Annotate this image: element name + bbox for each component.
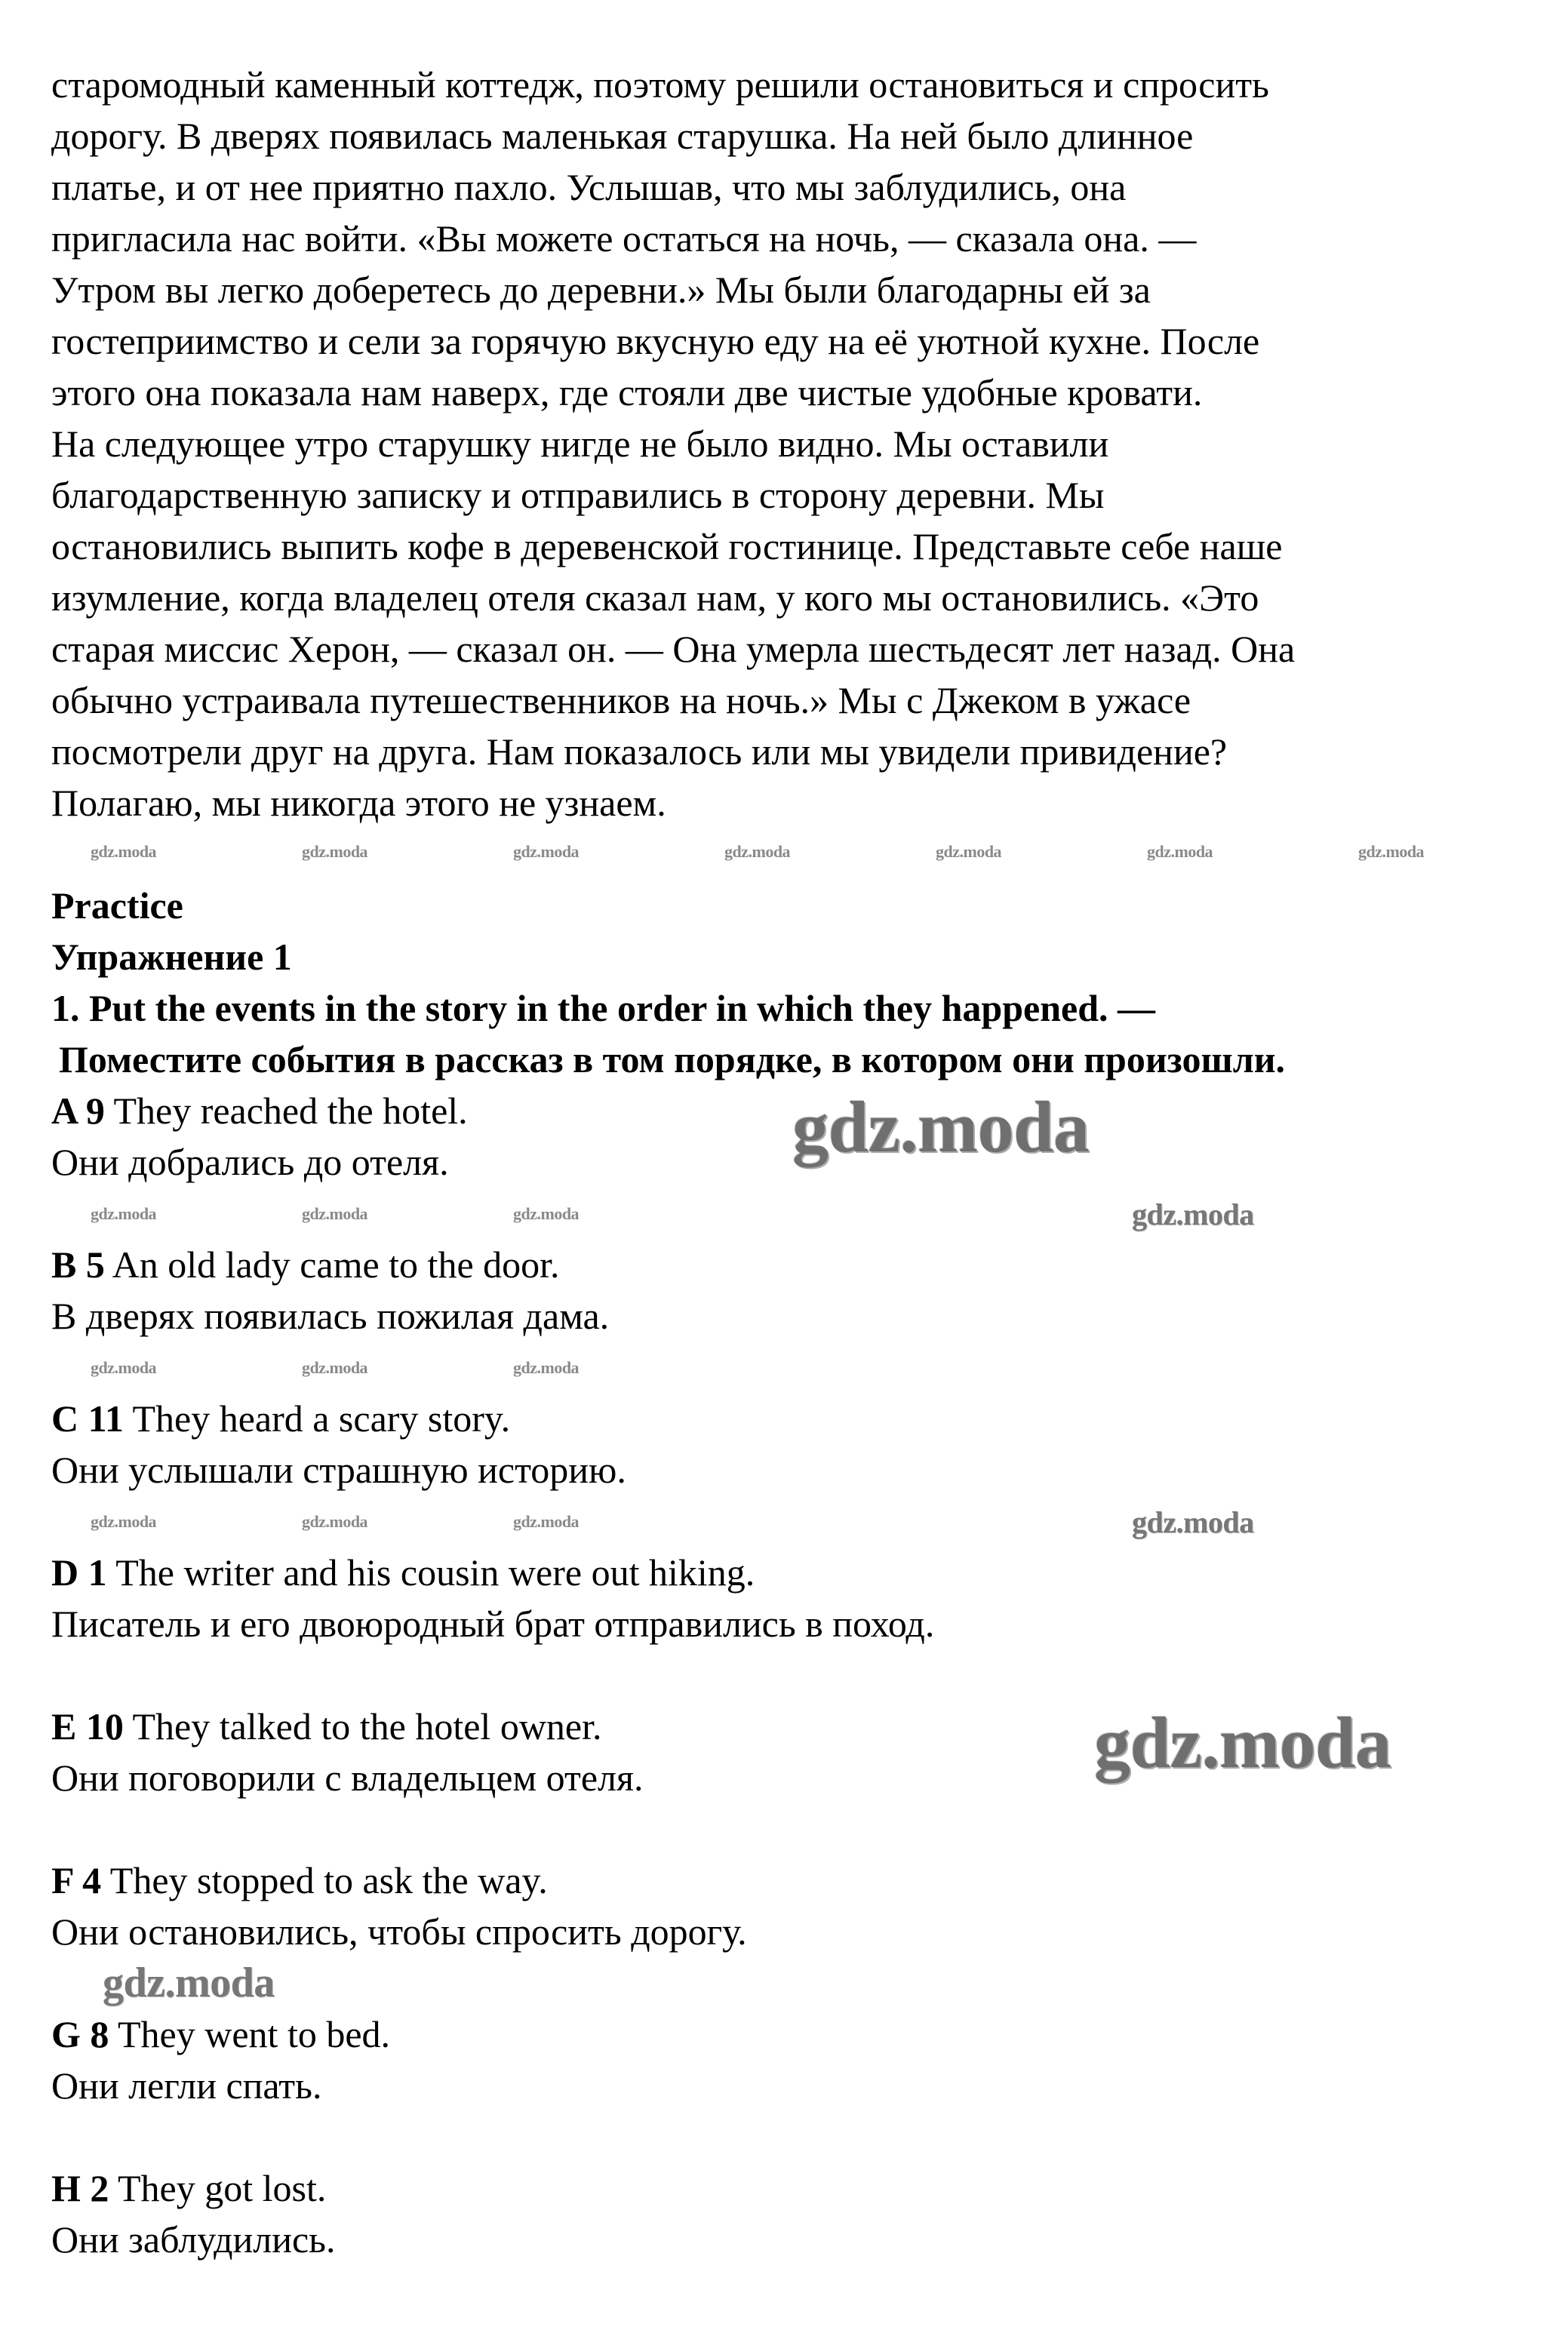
story-line: этого она показала нам наверх, где стояли две чистые удобные кровати. — [51, 371, 1203, 413]
watermark: gdz.moda — [91, 1512, 157, 1531]
answer-english: They went to bed. — [118, 2013, 391, 2055]
watermark: gdz.moda — [91, 842, 157, 861]
watermark: gdz.moda — [1094, 1702, 1391, 1783]
story-line: благодарственную записку и отправились в сторону деревни. Мы — [51, 474, 1105, 516]
answer-label: C 11 — [51, 1397, 124, 1440]
answer-line-en — [51, 1239, 1530, 1290]
story-line: обычно устраивала путешественников на ночь.» Мы с Джеком в ужасе — [51, 679, 1191, 721]
story-line: изумление, когда владелец отеля сказал нам, у кого мы остановились. «Это — [51, 576, 1259, 619]
answer-item — [51, 2009, 1530, 2162]
story-line: Утром вы легко доберетесь до деревни.» Мы были благодарны ей за — [51, 269, 1151, 311]
story-text — [51, 59, 1530, 828]
exercise-title: Упражнение 1 — [51, 936, 292, 978]
story-line: остановились выпить кофе в деревенской гостинице. Представьте себе наше — [51, 525, 1283, 567]
answer-russian: Они заблудились. — [51, 2218, 336, 2261]
watermark: gdz.moda — [91, 1204, 157, 1223]
answer-line-en — [51, 1393, 1530, 1444]
watermark: gdz.moda — [302, 1358, 368, 1377]
section-title: Practice — [51, 884, 183, 927]
answer-label: E 10 — [51, 1705, 124, 1747]
watermark: gdz.moda — [724, 842, 791, 861]
answer-line-en — [51, 1547, 1530, 1598]
watermark: gdz.moda — [513, 1204, 580, 1223]
answer-list — [51, 1085, 1530, 2265]
answer-label: D 1 — [51, 1551, 107, 1594]
answer-english: The writer and his cousin were out hiking. — [115, 1551, 755, 1594]
story-line: старая миссис Херон, — сказал он. — Она умерла шестьдесят лет назад. Она — [51, 628, 1296, 670]
answer-russian: Они остановились, чтобы спросить дорогу. — [51, 1910, 747, 1953]
answer-english: They talked to the hotel owner. — [132, 1705, 602, 1747]
answer-item — [51, 2162, 1530, 2265]
watermark: gdz.moda — [1132, 1197, 1254, 1231]
answer-label: A 9 — [51, 1090, 105, 1132]
story-line: посмотрели друг на друга. Нам показалось или мы увидели привидение? — [51, 730, 1228, 773]
answer-russian: Они легли спать. — [51, 2064, 322, 2107]
answer-label: H 2 — [51, 2167, 109, 2209]
story-line: дорогу. В дверях появилась маленькая старушка. На ней было длинное — [51, 115, 1194, 157]
task-instruction-ru: Поместите события в рассказ в том порядке, в котором они произошли. — [59, 1038, 1286, 1080]
task-instruction-en: 1. Put the events in the story in the order in which they happened. — — [51, 987, 1156, 1029]
answer-line-en — [51, 1855, 1530, 1906]
watermark: gdz.moda — [513, 1512, 580, 1531]
watermark: gdz.moda — [1132, 1505, 1254, 1539]
answer-russian: В дверях появилась пожилая дама. — [51, 1295, 610, 1337]
watermark: gdz.moda — [1358, 842, 1425, 861]
answer-item — [51, 1239, 1530, 1393]
answer-russian: Они услышали страшную историю. — [51, 1449, 626, 1491]
story-line: платье, и от нее приятно пахло. Услышав, что мы заблудились, она — [51, 166, 1127, 208]
answer-english: They heard a scary story. — [132, 1397, 511, 1440]
answer-label: F 4 — [51, 1859, 102, 1901]
answer-line-en — [51, 2009, 1530, 2060]
watermark: gdz.moda — [302, 842, 368, 861]
answer-russian: Писатель и его двоюродный брат отправились в поход. — [51, 1603, 935, 1645]
answer-line-en — [51, 1085, 1530, 1136]
watermark: gdz.moda — [792, 1087, 1090, 1167]
answer-english: They reached the hotel. — [113, 1090, 468, 1132]
watermark: gdz.moda — [302, 1512, 368, 1531]
watermark: gdz.moda — [91, 1358, 157, 1377]
watermark: gdz.moda — [302, 1204, 368, 1223]
watermark: gdz.moda — [103, 1960, 275, 2006]
document-page — [51, 59, 1530, 2265]
watermark: gdz.moda — [1147, 842, 1213, 861]
story-line: пригласила нас войти. «Вы можете остаться на ночь, — сказала она. — — [51, 217, 1197, 260]
answer-russian: Они добрались до отеля. — [51, 1141, 449, 1183]
answer-line-en — [51, 2162, 1530, 2214]
answer-russian: Они поговорили с владельцем отеля. — [51, 1757, 644, 1799]
watermark: gdz.moda — [513, 842, 580, 861]
answer-english: They stopped to ask the way. — [109, 1859, 548, 1901]
answer-english: An old lady came to the door. — [112, 1243, 560, 1286]
story-line: гостеприимство и сели за горячую вкусную еду на её уютной кухне. После — [51, 320, 1260, 362]
answer-english: They got lost. — [118, 2167, 327, 2209]
watermark: gdz.moda — [513, 1358, 580, 1377]
answer-label: B 5 — [51, 1243, 105, 1286]
story-line: старомодный каменный коттедж, поэтому решили остановиться и спросить — [51, 63, 1269, 106]
answer-item — [51, 1085, 1530, 1239]
story-line: Полагаю, мы никогда этого не узнаем. — [51, 782, 666, 824]
watermark: gdz.moda — [936, 842, 1002, 861]
answer-item — [51, 1547, 1530, 1701]
answer-label: G 8 — [51, 2013, 109, 2055]
story-line: На следующее утро старушку нигде не было видно. Мы оставили — [51, 423, 1109, 465]
answer-item — [51, 1393, 1530, 1547]
